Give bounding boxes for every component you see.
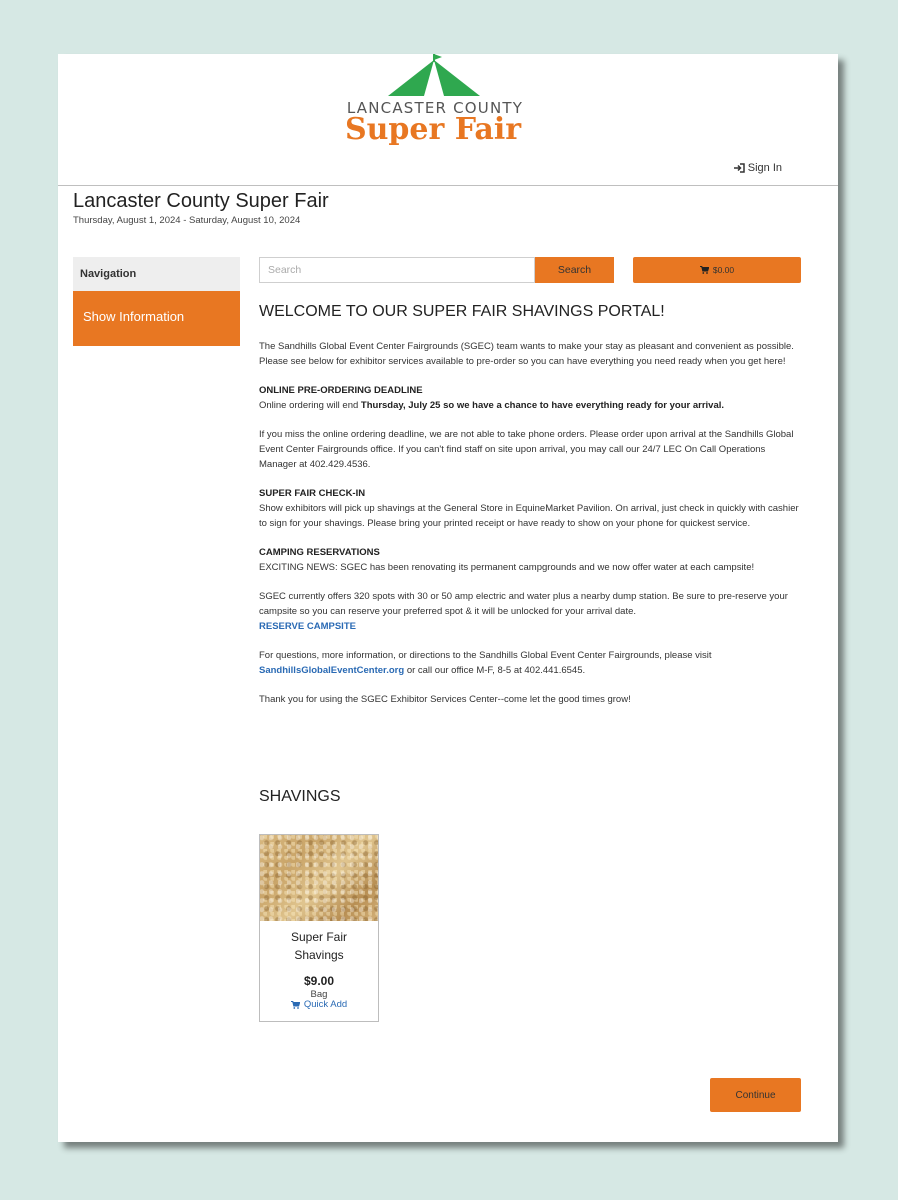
checkin-section — [259, 486, 804, 531]
logo-text-main: Super Fair — [344, 112, 522, 147]
checkin-heading: SUPER FAIR CHECK-IN — [259, 488, 366, 499]
logo-text-top: LANCASTER COUNTY — [346, 99, 524, 117]
reserve-campsite-link[interactable]: RESERVE CAMPSITE — [259, 621, 356, 632]
camping-heading: CAMPING RESERVATIONS — [259, 547, 380, 558]
event-dates: Thursday, August 1, 2024 - Saturday, August 10, 2024 — [73, 215, 301, 226]
cart-icon — [700, 266, 709, 274]
page-container — [58, 54, 838, 1142]
sign-in-label: Sign In — [747, 162, 782, 174]
cart-icon — [291, 1001, 300, 1009]
search-button[interactable]: Search — [535, 257, 614, 283]
checkin-text: Show exhibitors will pick up shavings at the General Store in EquineMarket Pavilion. On arrival, just check in quickly with cashier to sign for your shavings. Please bring your printed receipt or have ready to show on your phone for quickest service. — [259, 503, 799, 529]
product-price: $9.00 — [303, 974, 335, 988]
campsite-paragraph — [259, 589, 804, 634]
cart-button[interactable] — [633, 257, 801, 283]
product-image — [260, 835, 378, 921]
product-card[interactable] — [259, 834, 379, 1022]
missed-deadline-paragraph: If you miss the online ordering deadline, we are not able to take phone orders. Please order upon arrival at the Sandhills Global Event Center Fairgrounds office. If you can't find staff on site upon arrival, you may call our 24/7 LEC On Call Operations Manager at 402.429.4536. — [259, 429, 794, 470]
office-text: or call our office M-F, 8-5 at 402.441.6545. — [406, 665, 586, 676]
thanks-paragraph: Thank you for using the SGEC Exhibitor Services Center--come let the good times grow! — [259, 694, 631, 705]
intro-paragraph: The Sandhills Global Event Center Fairgrounds (SGEC) team wants to make your stay as pleasant and convenient as possible. Please see below for exhibitor services available to pre-order so you can have everything you need ready when you get here! — [259, 341, 794, 367]
campsite-text: SGEC currently offers 320 spots with 30 or 50 amp electric and water plus a nearby dump station. Be sure to pre-reserve your campsite so you can reserve your preferred spot & it will be unlocked for your arrival date. — [259, 591, 788, 617]
questions-text: For questions, more information, or directions to the Sandhills Global Event Center Fairgrounds, please visit — [259, 650, 712, 661]
deadline-text: Online ordering will end — [259, 400, 359, 411]
continue-button[interactable]: Continue — [710, 1078, 801, 1112]
product-unit: Bag — [310, 989, 328, 1000]
deadline-heading: ONLINE PRE-ORDERING DEADLINE — [259, 385, 423, 396]
sidebar-heading: Navigation — [73, 257, 240, 291]
page-title: Lancaster County Super Fair — [73, 190, 329, 212]
sidebar-item-show-information[interactable]: Show Information — [73, 291, 240, 346]
sign-in-icon — [734, 163, 745, 173]
deadline-section — [259, 383, 804, 413]
quick-add-button[interactable] — [260, 1000, 378, 1010]
cart-total: $0.00 — [712, 265, 735, 275]
camping-section — [259, 545, 804, 575]
product-name-line2: Shavings — [294, 948, 344, 962]
welcome-heading: WELCOME TO OUR SUPER FAIR SHAVINGS PORTAL! — [259, 303, 665, 320]
header-divider — [58, 185, 838, 186]
sidebar-navigation — [73, 257, 240, 346]
shavings-heading: SHAVINGS — [259, 788, 341, 805]
quick-add-label: Quick Add — [303, 999, 348, 1010]
deadline-date: Thursday, July 25 so we have a chance to have everything ready for your arrival. — [360, 400, 725, 411]
search-input[interactable] — [259, 257, 535, 283]
product-name — [260, 928, 378, 964]
main-content — [259, 302, 804, 721]
product-name-line1: Super Fair — [290, 930, 348, 944]
sign-in-link[interactable] — [734, 162, 782, 174]
camping-text: EXCITING NEWS: SGEC has been renovating its permanent campgrounds and we now offer water at each campsite! — [259, 562, 755, 573]
questions-paragraph — [259, 648, 804, 678]
website-link[interactable]: SandhillsGlobalEventCenter.org — [259, 665, 405, 676]
